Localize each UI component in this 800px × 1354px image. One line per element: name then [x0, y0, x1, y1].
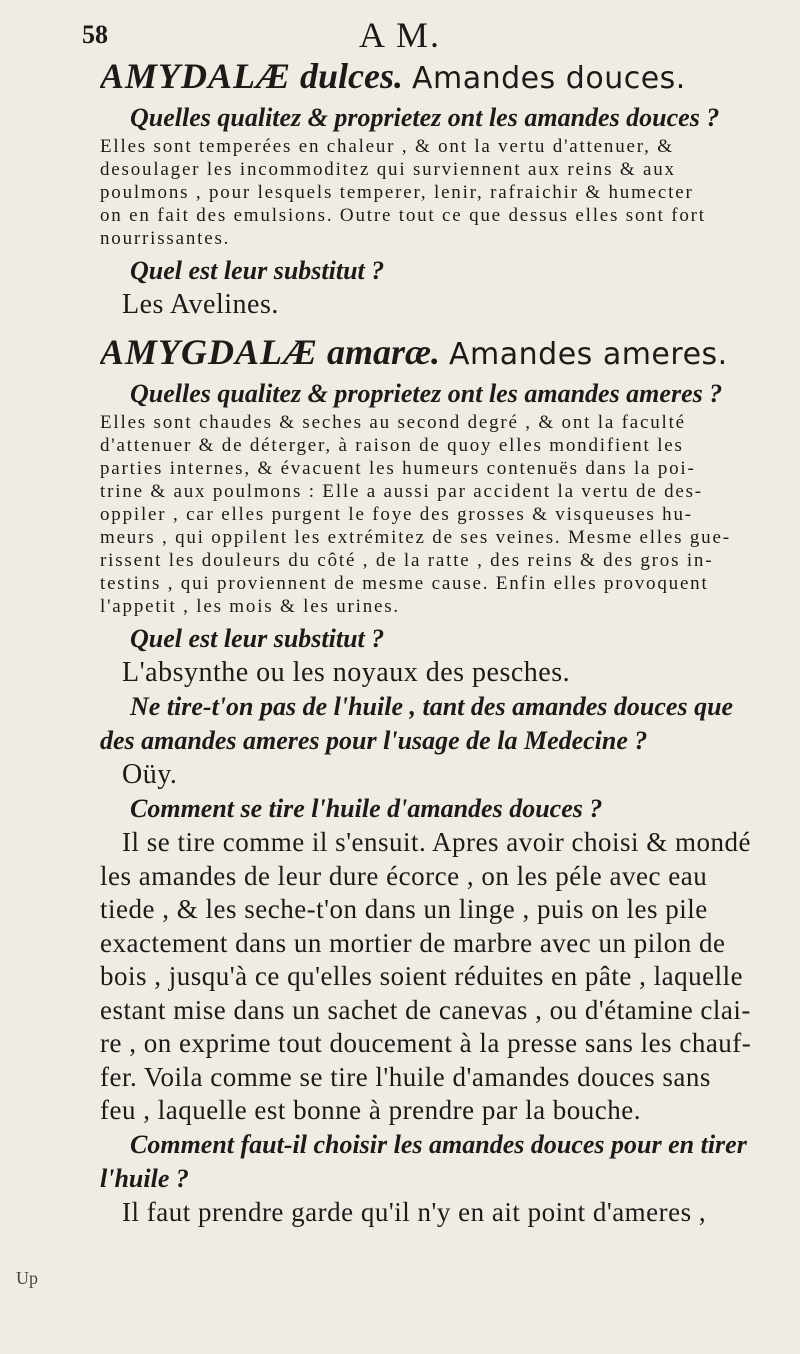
text-line: estant mise dans un sachet de canevas , ou d'étamine clai- [100, 994, 751, 1025]
page-text [100, 54, 790, 1229]
text-line: Elles sont temperées en chaleur , & ont la vertu d'attenuer, & [100, 136, 674, 157]
question: Quel est leur substitut ? [130, 624, 385, 653]
page-number: 58 [82, 20, 108, 49]
text-line: les amandes de leur dure écorce , on les péle avec eau [100, 860, 708, 891]
text-line: trine & aux poulmons : Elle a aussi par accident la vertu de des- [100, 481, 703, 502]
question: Quelles qualitez & proprietez ont les amandes ameres ? [130, 379, 723, 408]
french-title: Amandes ameres. [449, 337, 728, 372]
question: Comment faut-il choisir les amandes douces pour en tirer [130, 1129, 747, 1159]
question: des amandes ameres pour l'usage de la Medecine ? [100, 726, 648, 755]
text-line: oppiler , car elles purgent le foye des grosses & visqueuses hu- [100, 504, 693, 525]
answer: Oüy. [122, 759, 178, 790]
answer: L'absynthe ou les noyaux des pesches. [122, 657, 571, 688]
question: Comment se tire l'huile d'amandes douces ? [130, 794, 603, 823]
text-line: nourrissantes. [100, 228, 231, 249]
latin-title: AMYDALÆ [100, 56, 291, 96]
answer: Les Avelines. [122, 289, 279, 320]
text-line: re , on exprime tout doucement à la presse sans les chauf- [100, 1028, 752, 1058]
text-line: feu , laquelle est bonne à prendre par la bouche. [100, 1095, 642, 1125]
running-head: A M. [358, 15, 442, 55]
text-line: l'appetit , les mois & les urines. [100, 596, 400, 617]
text-line: Elles sont chaudes & seches au second degré , & ont la faculté [100, 412, 686, 433]
text-line: fer. Voila comme se tire l'huile d'amandes douces sans [100, 1061, 711, 1092]
entry-title-amandes-douces [100, 54, 790, 101]
answer-paragraph [100, 411, 790, 618]
answer: Il faut prendre garde qu'il n'y en ait point d'ameres , [122, 1196, 707, 1227]
page-header [0, 14, 800, 54]
latin-qualifier: amaræ. [327, 332, 441, 372]
entry-title-amandes-ameres [100, 330, 790, 377]
french-title: Amandes douces. [412, 61, 686, 96]
question: l'huile ? [100, 1163, 189, 1193]
text-line: desoulager les incommoditez qui surviennent aux reins & aux [100, 159, 676, 180]
answer-paragraph [100, 135, 790, 250]
text-line: d'attenuer & de déterger, à raison de quoy elles mondifient les [100, 435, 684, 456]
latin-title: AMYGDALÆ [100, 332, 318, 372]
answer-paragraph [100, 826, 790, 1128]
question: Quelles qualitez & proprietez ont les amandes douces ? [130, 103, 720, 132]
text-line: bois , jusqu'à ce qu'elles soient réduites en pâte , laquelle [100, 961, 744, 991]
question: Quel est leur substitut ? [130, 256, 385, 285]
question: Ne tire-t'on pas de l'huile , tant des amandes douces que [130, 692, 734, 721]
text-line: rissent les douleurs du côté , de la ratte , des reins & des gros in- [100, 550, 714, 571]
text-line: tiede , & les seche-t'on dans un linge , puis on les pile [100, 894, 708, 924]
text-line: poulmons , pour lesquels temperer, lenir, rafraichir & humecter [100, 182, 694, 203]
text-line: Il se tire comme il s'ensuit. Apres avoir choisi & mondé [122, 827, 752, 857]
text-line: parties internes, & évacuent les humeurs contenuës dans la poi- [100, 458, 696, 479]
text-line: meurs , qui oppilent les extrémitez de ses veines. Mesme elles gue- [100, 527, 731, 548]
margin-note: Up [16, 1268, 38, 1288]
text-line: on en fait des emulsions. Outre tout ce que dessus elles sont fort [100, 205, 706, 226]
text-line: testins , qui proviennent de mesme cause. Enfin elles provoquent [100, 573, 709, 594]
text-line: exactement dans un mortier de marbre avec un pilon de [100, 927, 726, 958]
latin-qualifier: dulces. [300, 56, 403, 96]
